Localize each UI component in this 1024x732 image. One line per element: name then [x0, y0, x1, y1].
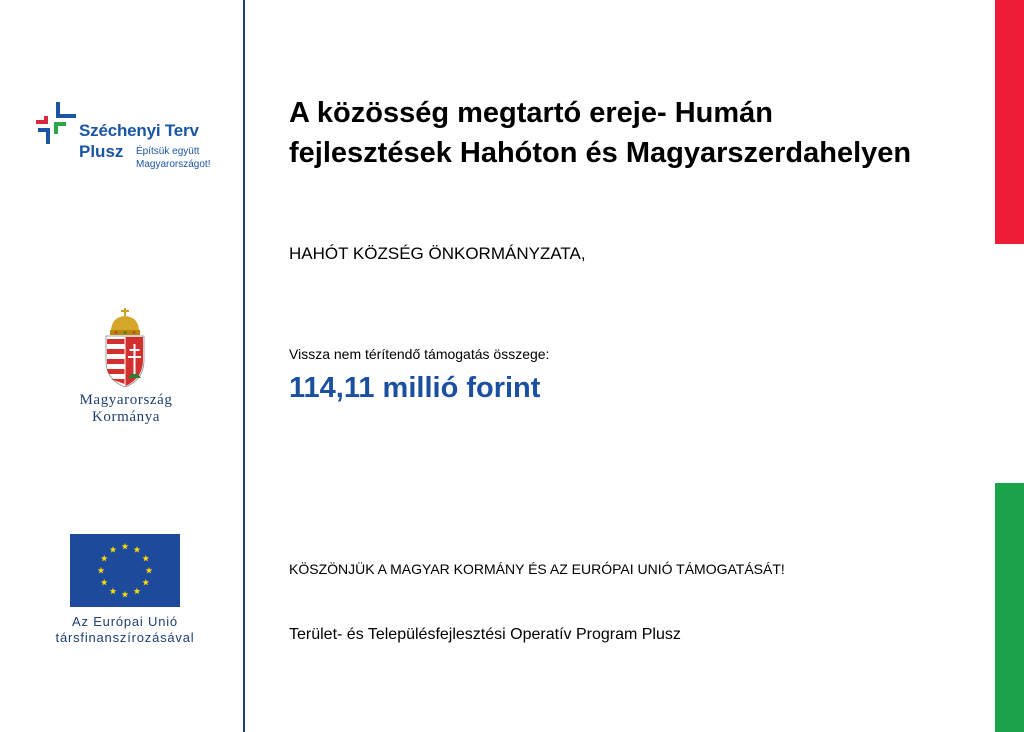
eu-star-icon [134, 546, 141, 553]
szechenyi-tagline-line1: Építsük együtt [136, 146, 200, 157]
grant-amount: 114,11 millió forint [289, 372, 541, 404]
eu-star-icon [142, 579, 149, 586]
eu-cofinancing-text [40, 614, 210, 646]
eu-star-icon [110, 546, 117, 553]
left-panel-divider [243, 0, 245, 732]
eu-star-icon [142, 555, 149, 562]
eu-star-icon [146, 567, 153, 574]
government-line2: Kormánya [91, 409, 161, 425]
eu-flag-icon [70, 534, 180, 607]
szechenyi-title: Széchenyi Terv [79, 121, 199, 140]
red-flag-stripe [995, 0, 1024, 244]
government-line1: Magyarország [79, 392, 173, 408]
eu-star-icon [134, 588, 141, 595]
szechenyi-tagline [136, 145, 210, 171]
eu-stars-icon [70, 534, 180, 607]
szechenyi-tagline-line2: Magyarországot! [136, 159, 211, 170]
eu-line1: Az Európai Unió [72, 614, 178, 629]
eu-star-icon [122, 543, 129, 550]
project-title: A közösség megtartó ereje- Humán fejlesztések Hahóton és Magyarszerdahelyen [289, 97, 912, 169]
eu-star-icon [101, 555, 108, 562]
beneficiary-name: HAHÓT KÖZSÉG ÖNKORMÁNYZATA, [289, 244, 586, 263]
szechenyi-plus: Plusz [79, 142, 124, 161]
eu-star-icon [98, 567, 105, 574]
eu-star-icon [101, 579, 108, 586]
eu-line2: társfinanszírozásával [55, 630, 195, 645]
green-flag-stripe [995, 483, 1024, 732]
szechenyi-terv-logo [34, 102, 234, 182]
thanks-text: KÖSZÖNJÜK A MAGYAR KORMÁNY ÉS AZ EURÓPAI UNIÓ TÁMOGATÁSÁT! [289, 561, 785, 577]
program-name: Terület- és Településfejlesztési Operatív Program Plusz [289, 626, 681, 643]
hungarian-coat-of-arms-icon [104, 308, 146, 388]
government-logo-text [52, 392, 200, 426]
szechenyi-cross-icon [34, 102, 78, 148]
eu-star-icon [122, 591, 129, 598]
grant-amount-label: Vissza nem térítendő támogatás összege: [289, 346, 550, 362]
eu-star-icon [110, 588, 117, 595]
